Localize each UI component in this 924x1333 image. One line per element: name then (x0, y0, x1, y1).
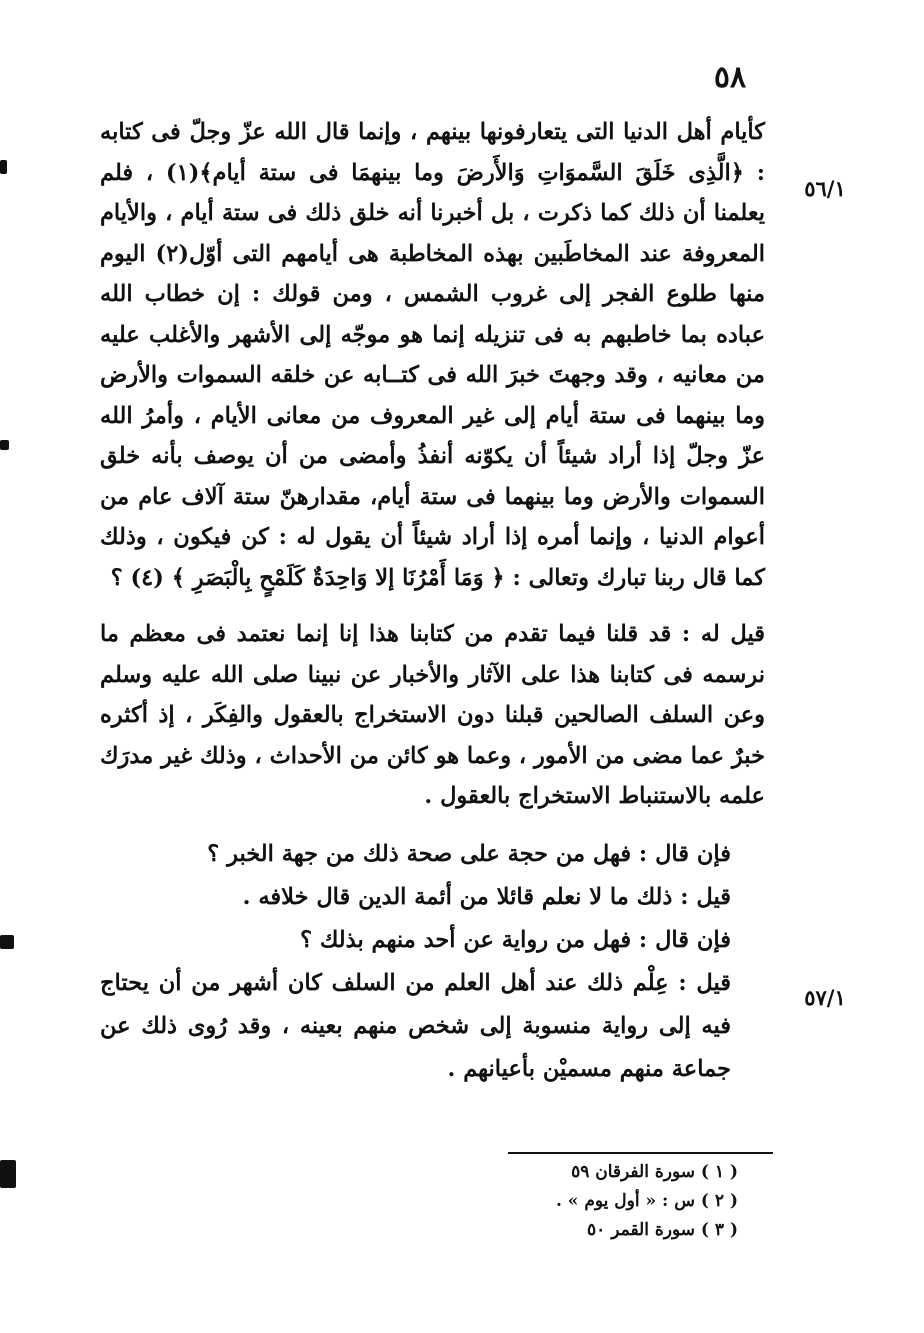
paragraph-objection: كأيام أهل الدنيا التى يتعارفونها بينهم ، وإنما قال الله عزّ وجلّ فى كتابه : ﴿الَّذِى خَلَقَ السَّموَاتِ وَالأَرضَ وما بينهمَا فى ستة أيام﴾(١) ، فلم يعلمنا أن ذلك كما ذكرت ، بل أخبرنا أنه خلق ذلك فى ستة أيام ، والأيام المعروفة عند المخاطَبين بهذه المخاطبة هى أيامهم التى أوّل(٢) اليوم منها طلوع الفجر إلى غروب الشمس ، ومن قولك : إن خطاب الله عباده بما خاطبهم به فى تنزيله إنما هو موجّه إلى الأشهر والأغلب عليه من معانيه ، وقد وجهتَ خبرَ الله فى كتــابه عن خلقه السموات والأرض وما بينهما فى ستة أيام إلى غير المعروف من معانى الأيام ، وأمرُ الله عزّ وجلّ إذا أراد شيئاً أن يكوّنه أنفذُ وأمضى من أن يوصف بأنه خلق السموات والأرض وما بينهما فى ستة أيام، مقدارهنّ ستة آلاف عام من أعوام الدنيا ، وإنما أمره إذا أراد شيئاً أن يقول له : كن فيكون ، وذلك كما قال ربنا تبارك وتعالى : ﴿ وَمَا أَمْرُنَا إلا وَاحِدَةٌ كَلَمْحٍ بِالْبَصَرِ ﴾ (٤) ؟ (100, 119, 766, 591)
paragraph-answer: قيل له : قد قلنا فيما تقدم من كتابنا هذا إنا إنما نعتمد فى معظم ما نرسمه فى كتابنا هذا على الآثار والأخبار عن نبينا صلى الله عليه وسلم وعن السلف الصالحين قبلنا دون الاستخراج بالعقول والفِكَر ، إذ أكثره خبرٌ عما مضى من الأمور ، وعما هو كائن من الأحداث ، وذلك غير مدرَك علمه بالاستنباط الاستخراج بالعقول . (100, 621, 765, 809)
scan-edge-mark (0, 440, 9, 450)
margin-note-ref-2: ٥٧/١ (804, 985, 846, 1010)
paragraph-reply-2: قيل : عِلْم ذلك عند أهل العلم من السلف كان أشهر من أن يحتاج فيه إلى رواية منسوبة إلى شخص منهم بعينه ، وقد رُوى ذلك عن جماعة منهم مسميْن بأعيانهم . (100, 969, 731, 1082)
footnote-2: ( ٢ ) س : « أول يوم » . (555, 1191, 738, 1211)
page-number: ٥٨ (713, 60, 747, 95)
paragraph-question-2: فإن قال : فهل من رواية عن أحد منهم بذلك ؟ (300, 926, 731, 953)
paragraph-question-1: فإن قال : فهل من حجة على صحة ذلك من جهة الخبر ؟ (207, 840, 731, 867)
scan-edge-mark (0, 1160, 16, 1188)
paragraph-reply-1: قيل : ذلك ما لا نعلم قائلا من أئمة الدين قال خلافه . (242, 883, 731, 910)
footnote-1: ( ١ ) سورة الفرقان ٥٩ (571, 1162, 738, 1182)
footnote-divider (508, 1152, 773, 1154)
margin-note-ref-1: ٥٦/١ (804, 176, 846, 201)
scan-edge-mark (0, 935, 14, 949)
scan-edge-mark (0, 160, 7, 174)
footnotes (508, 1158, 738, 1245)
footnote-3: ( ٣ ) سورة القمر ٥٠ (587, 1220, 738, 1240)
main-text (100, 112, 765, 1091)
